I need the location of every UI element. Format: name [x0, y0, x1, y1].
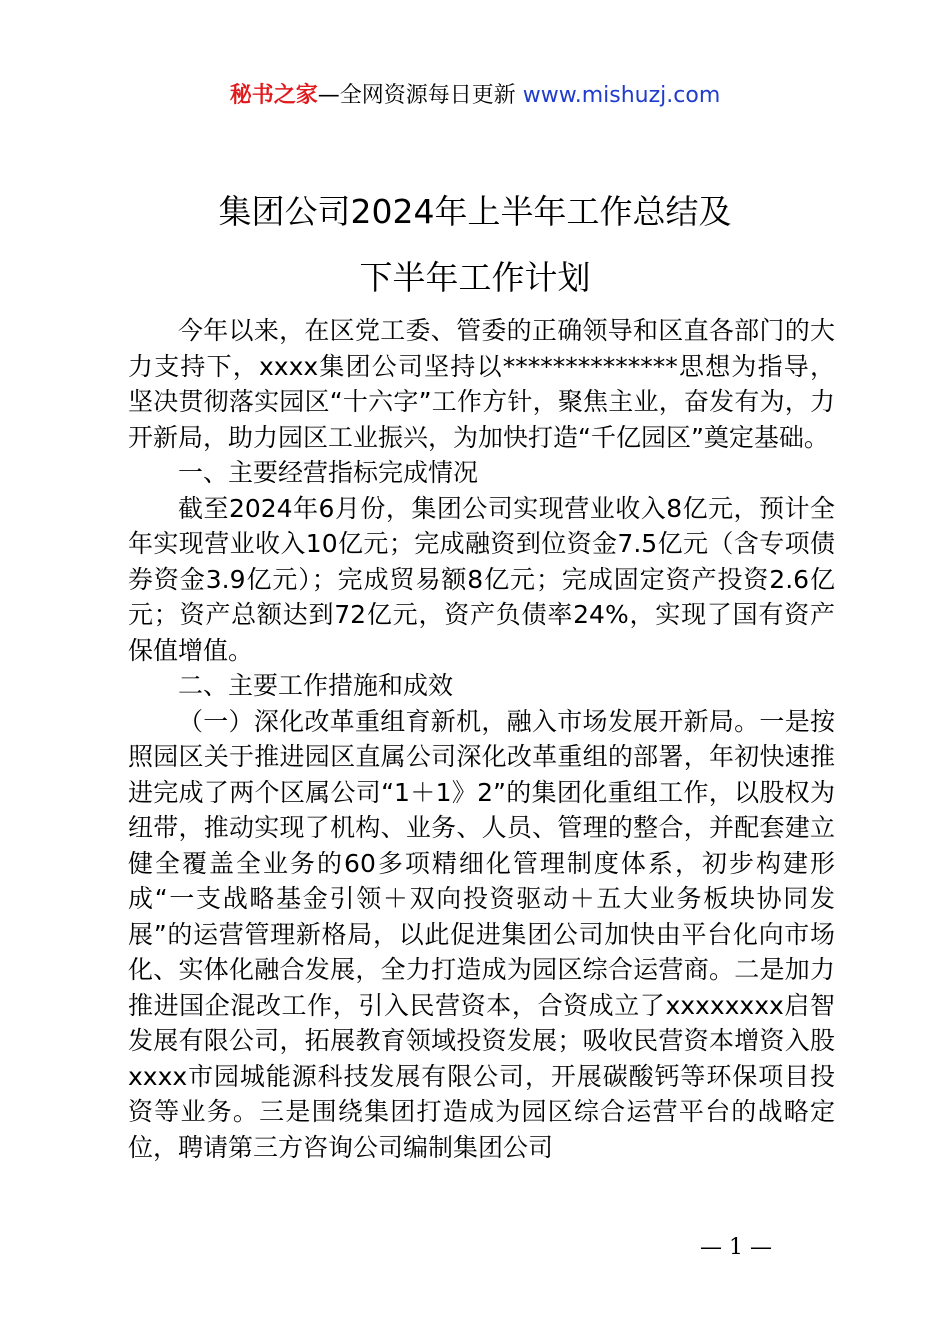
section-heading-2: 二、主要工作措施和成效: [178, 671, 454, 700]
site-tagline: —全网资源每日更新: [317, 83, 516, 108]
reform-paragraph: （一）深化改革重组育新机，融入市场发展开新局。一是按照园区关于推进园区直属公司深化改革重组的部署，年初快速推进完成了两个区属公司“1＋1》2”的集团化重组工作，以股权为纽带，推动实现了机构、业务、人员、管理的整合，并配套建立健全覆盖全业务的60多项精细化管理制度体系，初步构建形成“一支战略基金引领＋双向投资驱动＋五大业务板块协同发展”的运营管理新格局，以此促进集团公司加快由平台化向市场化、实体化融合发展，全力打造成为园区综合运营商。二是加力推进国企混改工作，引入民营资本，合资成立了xxxxxxxx启智发展有限公司，拓展教育领域投资发展；吸收民营资本增资入股xxxx市园城能源科技发展有限公司，开展碳酸钙等环保项目投资等业务。三是围绕集团打造成为园区综合运营平台的战略定位，聘请第三方咨询公司编制集团公司: [128, 706, 835, 1162]
indicators-paragraph: 截至2024年6月份，集团公司实现营业收入8亿元，预计全年实现营业收入10亿元；完成融资到位资金7.5亿元（含专项债券资金3.9亿元）；完成贸易额8亿元；完成固定资产投资2.6亿元；资产总额达到72亿元，资产负债率24%，实现了国有资产保值增值。: [128, 493, 835, 665]
section-heading-1: 一、主要经营指标完成情况: [178, 458, 479, 487]
document-title-line-1: 集团公司2024年上半年工作总结及: [218, 192, 732, 231]
site-url-link[interactable]: www.mishuzj.com: [522, 83, 721, 108]
site-brand: 秘书之家: [229, 83, 318, 108]
intro-paragraph: 今年以来，在区党工委、管委的正确领导和区直各部门的大力支持下，xxxx集团公司坚持以**************思想为指导，坚决贯彻落实园区“十六字”工作方针，聚焦主业，奋发有为，力开新局，助力园区工业振兴，为加快打造“千亿园区”奠定基础。: [128, 316, 835, 452]
document-body: [128, 313, 835, 1165]
site-header: [0, 80, 950, 112]
page-number: — 1 —: [700, 1235, 772, 1260]
document-title-line-2: 下半年工作计划: [359, 258, 591, 297]
